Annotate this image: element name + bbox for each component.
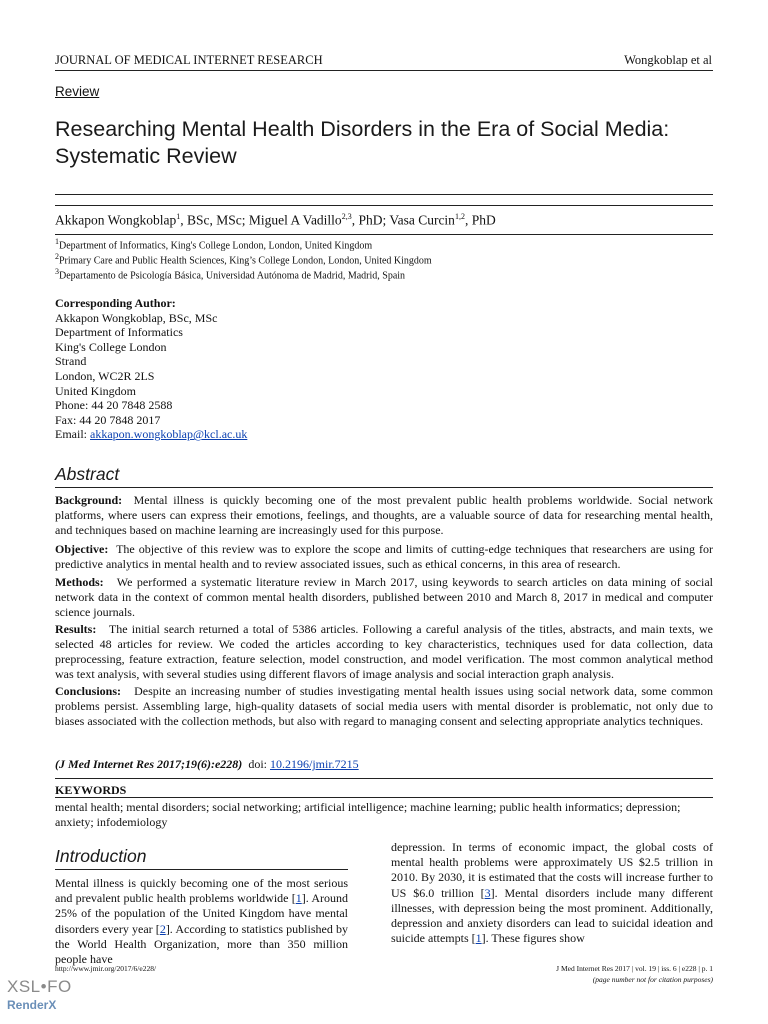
body-text: ]. These figures show (481, 931, 585, 946)
authors-rule (55, 234, 713, 235)
reference-link[interactable]: 2 (159, 921, 166, 936)
abstract-label: Background: (55, 493, 123, 507)
corresponding-line: Department of Informatics (55, 325, 183, 340)
article-type[interactable]: Review (55, 84, 100, 99)
corresponding-line: London, WC2R 2LS (55, 368, 155, 383)
corresponding-author-heading: Corresponding Author: (55, 296, 176, 310)
citation-line (55, 757, 359, 772)
reference-link[interactable]: 1 (475, 931, 482, 946)
abstract-text: Mental illness is quickly becoming one of the most prevalent public health problems worldwide. Social network platforms, where users can express their emotions, feelings, and thoughts, are a valuable source of data for researching mental health, and techniques based on machine learning are increasingly used for this purpose. (55, 493, 713, 537)
footer-note: (page number not for citation purposes) (592, 975, 713, 984)
introduction-left-column (55, 876, 348, 967)
author-affil-sup: 2,3 (341, 212, 352, 221)
abstract-rule (55, 487, 713, 488)
author-degrees: , PhD (464, 212, 496, 228)
abstract-background (55, 493, 713, 538)
citation-text: (J Med Internet Res 2017;19(6):e228) (55, 757, 243, 771)
author-name: Vasa Curcin (389, 212, 455, 228)
logo-renderx-text: RenderX (7, 998, 57, 1012)
reference-link[interactable]: 3 (484, 885, 491, 900)
author-affil-sup: 1 (176, 212, 181, 221)
affiliation-number: 2 (55, 252, 59, 261)
affiliation-text: Departamento de Psicología Básica, Universidad Autónoma de Madrid, Madrid, Spain (59, 270, 406, 282)
abstract-text: We performed a systematic literature review in March 2017, using keywords to search articles on data mining of social network data in the context of common mental health disorders, published between 2010 and March 8, 2017 in medical and computer science journals. (55, 575, 713, 619)
body-text: depression. In terms of economic impact, the global costs of mental health problems were approximately US $2.5 trillion in 2010. By 2030, it is estimated that the costs will increase further to US $6.0 trillion [ (391, 840, 713, 900)
footer-citation: J Med Internet Res 2017 | vol. 19 | iss. 6 | e228 | p. 1 (556, 964, 713, 973)
corresponding-author-block (55, 296, 247, 442)
keywords-heading: KEYWORDS (55, 783, 127, 797)
footer-url[interactable]: http://www.jmir.org/2017/6/e228/ (55, 964, 157, 973)
author-name: Miguel A Vadillo (248, 212, 342, 228)
affiliation (55, 267, 405, 281)
author-affil-sup: 1,2 (454, 212, 465, 221)
abstract-label: Results: (55, 622, 97, 636)
corresponding-line: Strand (55, 354, 87, 369)
title-rule-top (55, 194, 713, 195)
introduction-right-column (391, 840, 713, 946)
keywords-text: mental health; mental disorders; social networking; artificial intelligence; machine learning; public health informatics; depression; anxiety; infodemiology (55, 800, 681, 829)
abstract-objective (55, 542, 713, 572)
introduction-heading: Introduction (55, 846, 147, 866)
abstract-label: Methods: (55, 575, 104, 589)
author-list (55, 212, 496, 229)
author-name: Akkapon Wongkoblap (55, 212, 177, 228)
doi-label: doi: (248, 757, 267, 771)
abstract-text: The initial search returned a total of 5386 articles. Following a careful analysis of the titles, abstracts, and main texts, we selected 48 articles for review. We coded the articles according to key characteristics, techniques used for data collection, data preprocessing, feature extraction, feature selection, model construction, and model verification. The most common analytical method was text analysis, with several studies using different flavors of image analysis and social interaction graph analysis. (55, 622, 713, 681)
reference-link[interactable]: 1 (295, 891, 302, 906)
corresponding-line: Fax: 44 20 7848 2017 (55, 412, 161, 427)
abstract-heading: Abstract (55, 464, 120, 484)
running-author: Wongkoblap et al (624, 53, 712, 67)
body-text: ]. According to statistics published by the World Health Organization, more than 350 million people have (55, 921, 348, 967)
keywords-rule-top (55, 778, 713, 779)
logo-xslfo-text: XSL•FO (7, 977, 72, 996)
renderx-logo (7, 978, 72, 1012)
author-degrees: , BSc, MSc; (180, 212, 249, 228)
email-line (55, 427, 247, 442)
abstract-label: Conclusions: (55, 684, 122, 698)
body-text: Mental illness is quickly becoming one of the most serious and prevalent public health problems worldwide [ (55, 876, 348, 906)
abstract-conclusions (55, 684, 713, 729)
title-rule-bottom (55, 205, 713, 206)
author-degrees: , PhD; (351, 212, 390, 228)
introduction-rule (55, 869, 348, 870)
affiliation-text: Primary Care and Public Health Sciences, King’s College London, London, United Kingdom (59, 255, 432, 267)
affiliation (55, 237, 372, 251)
paper-title: Researching Mental Health Disorders in the Era of Social Media: Systematic Review (55, 117, 670, 168)
affiliation-text: Department of Informatics, King's College London, London, United Kingdom (59, 240, 373, 252)
keywords-rule (55, 797, 713, 798)
abstract-results (55, 622, 713, 682)
affiliation-number: 1 (55, 237, 59, 246)
affiliation (55, 252, 432, 266)
abstract-label: Objective: (55, 542, 109, 556)
body-text: ]. Around 25% of the population of the United Kingdom have mental disorders every year [ (55, 891, 348, 936)
header-rule (55, 70, 713, 71)
corresponding-line: King's College London (55, 339, 167, 354)
abstract-methods (55, 575, 713, 620)
body-text: ]. Mental disorders include many different illnesses, with depression being the most prominent. Additionally, depression and anxiety disorders can lead to suicidal ideation and suicide attempts [ (391, 885, 713, 946)
email-link[interactable]: akkapon.wongkoblap@kcl.ac.uk (90, 427, 248, 442)
corresponding-line: Akkapon Wongkoblap, BSc, MSc (55, 310, 218, 325)
journal-name: JOURNAL OF MEDICAL INTERNET RESEARCH (55, 53, 323, 67)
corresponding-line: Phone: 44 20 7848 2588 (55, 398, 173, 413)
abstract-text: The objective of this review was to explore the scope and limits of cutting-edge techniques that researchers are using for predictive analytics in mental health and to review associated issues, such as ethical concerns, in this area of research. (55, 542, 713, 571)
email-label: Email: (55, 427, 90, 442)
affiliation-number: 3 (55, 267, 59, 276)
corresponding-line: United Kingdom (55, 383, 136, 398)
abstract-text: Despite an increasing number of studies investigating mental health issues using social network data, some common problems persist. Assembling large, high-quality datasets of social media users with mental disorder is problematic, not only due to biases associated with the collection methods, but also with regard to managing consent and selecting appropriate analytics techniques. (55, 684, 714, 728)
doi-link[interactable]: 10.2196/jmir.7215 (269, 757, 359, 771)
